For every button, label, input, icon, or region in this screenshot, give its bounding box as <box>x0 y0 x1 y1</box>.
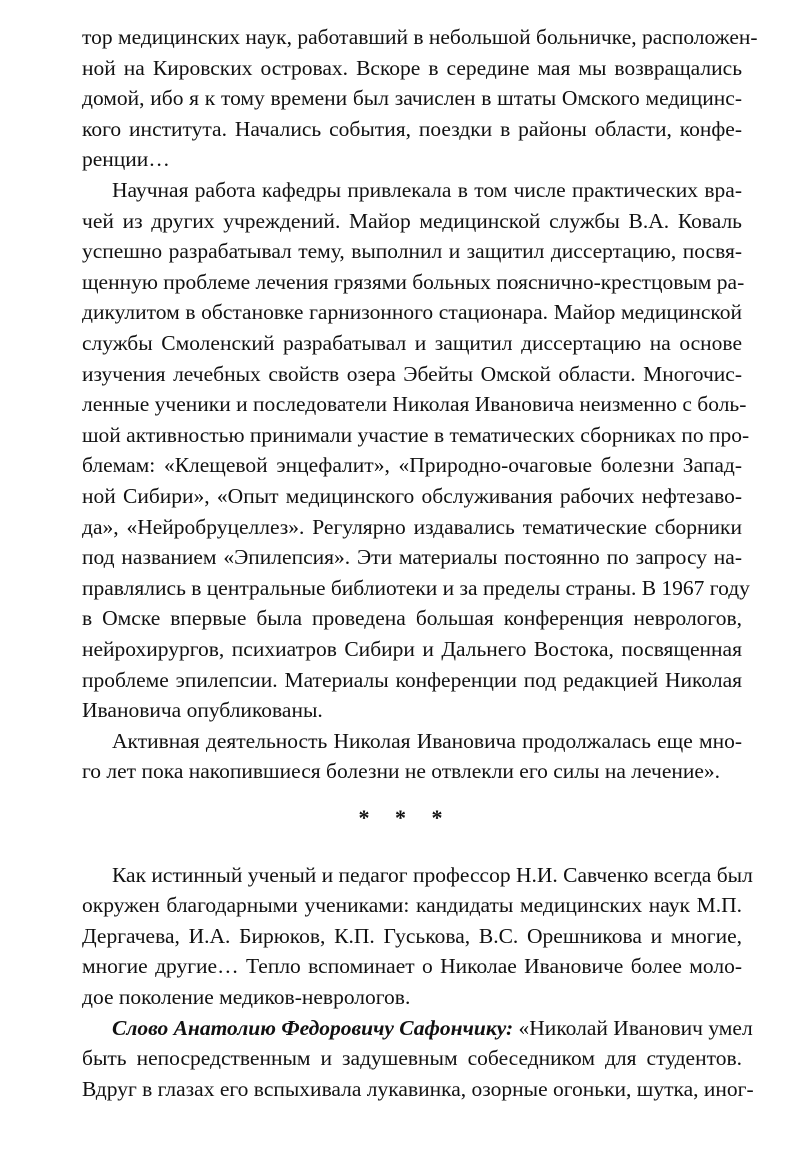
text-line: ной Сибири», «Опыт медицинского обслуживания рабочих нефтезаво- <box>82 484 742 508</box>
text-line: нейрохирургов, психиатров Сибири и Дальнего Востока, посвященная <box>82 637 742 661</box>
text-line: быть непосредственным и задушевным собеседником для студентов. <box>82 1046 742 1070</box>
text-line: ной на Кировских островах. Вскоре в середине мая мы возвращались <box>82 56 742 80</box>
text-line: правлялись в центральные библиотеки и за пределы страны. В 1967 году <box>82 576 750 600</box>
text-line: под названием «Эпилепсия». Эти материалы постоянно по запросу на- <box>82 545 742 569</box>
text-line: службы Смоленский разрабатывал и защитил диссертацию на основе <box>82 331 742 355</box>
text-line: дикулитом в обстановке гарнизонного стационара. Майор медицинской <box>82 300 742 324</box>
text-line: ренции… <box>82 147 170 171</box>
text-line: в Омске впервые была проведена большая конференция неврологов, <box>82 606 742 630</box>
text-line: успешно разрабатывал тему, выполнил и защитил диссертацию, посвя- <box>82 239 742 263</box>
text-line: дое поколение медиков-неврологов. <box>82 985 411 1009</box>
text-line: многие другие… Тепло вспоминает о Николае Ивановиче более моло- <box>82 954 742 978</box>
text-line: Активная деятельность Николая Ивановича продолжалась еще мно- <box>112 729 742 753</box>
text-line: Как истинный ученый и педагог профессор Н.И. Савченко всегда был <box>112 863 753 887</box>
text-line: Вдруг в глазах его вспыхивала лукавинка, озорные огоньки, шутка, иног- <box>82 1077 754 1101</box>
text-line: шой активностью принимали участие в тематических сборниках по про- <box>82 423 750 447</box>
text-line: Научная работа кафедры привлекала в том числе практических вра- <box>112 178 742 202</box>
text-line: домой, ибо я к тому времени был зачислен в штаты Омского медицинс- <box>82 86 742 110</box>
text-line: изучения лечебных свойств озера Эбейты Омской области. Многочис- <box>82 362 742 386</box>
text-line: Ивановича опубликованы. <box>82 698 323 722</box>
text-line: кого института. Начались события, поездки в районы области, конфе- <box>82 117 742 141</box>
quote-attribution: Слово Анатолию Федоровичу Сафончику: <box>112 1016 514 1040</box>
text-line: блемам: «Клещевой энцефалит», «Природно-очаговые болезни Запад- <box>82 453 742 477</box>
text-line: да», «Нейробруцеллез». Регулярно издавались тематические сборники <box>82 515 742 539</box>
text-line: го лет пока накопившиеся болезни не отвлекли его силы на лечение». <box>82 759 721 783</box>
text-line: проблеме эпилепсии. Материалы конференции под редакцией Николая <box>82 668 742 692</box>
text-line: Дергачева, И.А. Бирюков, К.П. Гуськова, В.С. Орешникова и многие, <box>82 924 742 948</box>
text-line: тор медицинских наук, работавший в небольшой больничке, расположен- <box>82 25 758 49</box>
section-divider: * * * <box>358 805 453 830</box>
quote-lead: «Николай Иванович умел <box>513 1016 753 1040</box>
text-line: окружен благодарными учениками: кандидаты медицинских наук М.П. <box>82 893 742 917</box>
text-line: щенную проблеме лечения грязями больных пояснично-крестцовым ра- <box>82 270 745 294</box>
text-line: ленные ученики и последователи Николая Ивановича неизменно с боль- <box>82 392 747 416</box>
text-line: чей из других учреждений. Майор медицинской службы В.А. Коваль <box>82 209 742 233</box>
text-line <box>112 1013 753 1043</box>
